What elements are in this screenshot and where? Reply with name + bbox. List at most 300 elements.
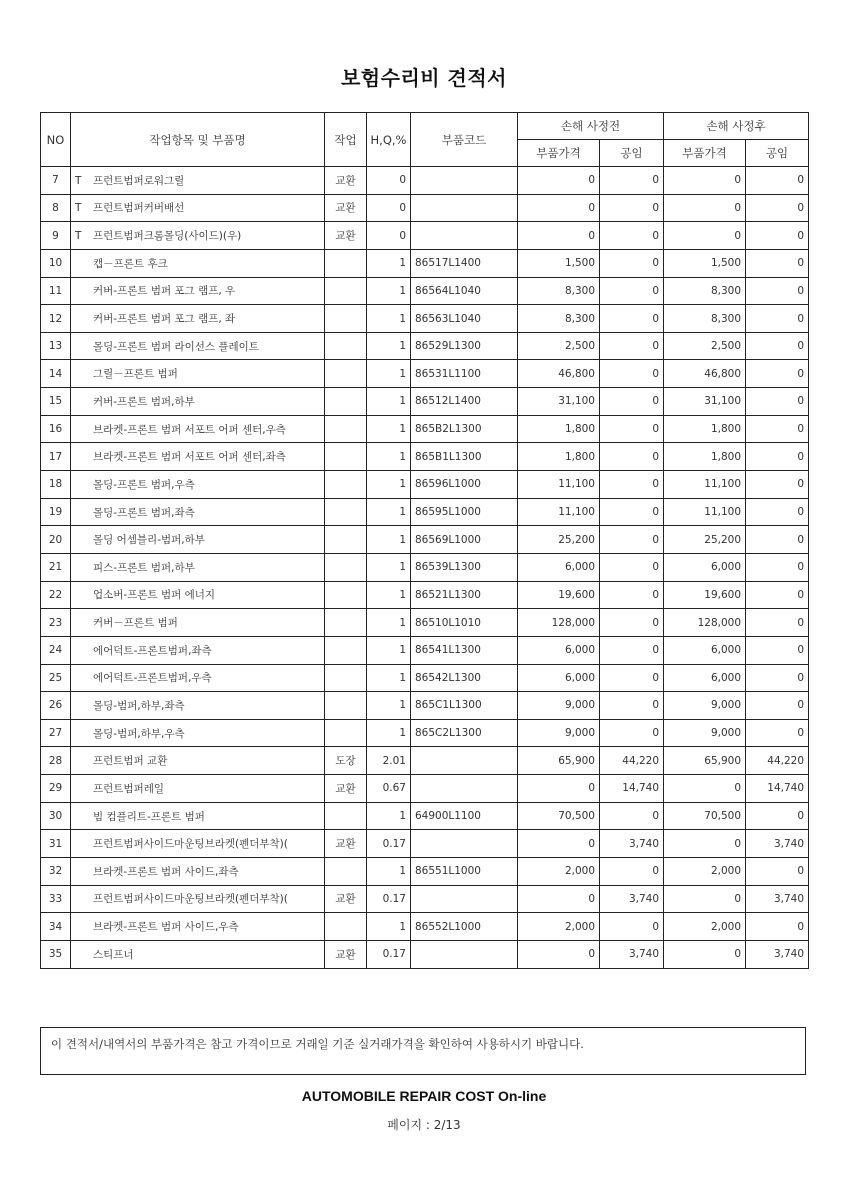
row-item-name xyxy=(71,747,325,775)
row-work xyxy=(325,553,367,581)
row-work xyxy=(325,692,367,720)
row-part-code: 86510L1010 xyxy=(411,609,518,637)
row-after-parts-price: 128,000 xyxy=(664,609,746,637)
table-row xyxy=(41,277,809,305)
row-after-labor: 3,740 xyxy=(746,940,809,968)
row-before-parts-price: 0 xyxy=(518,222,600,250)
row-before-parts-price: 0 xyxy=(518,830,600,858)
row-part-code: 86595L1000 xyxy=(411,498,518,526)
row-before-parts-price: 9,000 xyxy=(518,692,600,720)
row-no: 31 xyxy=(41,830,71,858)
row-before-labor: 0 xyxy=(600,415,664,443)
row-work xyxy=(325,802,367,830)
row-before-parts-price: 2,000 xyxy=(518,913,600,941)
header-no: NO xyxy=(41,113,71,167)
row-hq: 1 xyxy=(367,415,411,443)
row-part-code: 86539L1300 xyxy=(411,553,518,581)
row-after-labor: 0 xyxy=(746,222,809,250)
row-no: 29 xyxy=(41,775,71,803)
row-before-labor: 0 xyxy=(600,913,664,941)
row-before-labor: 0 xyxy=(600,581,664,609)
table-row xyxy=(41,636,809,664)
table-header xyxy=(41,113,809,167)
row-part-code: 64900L1100 xyxy=(411,802,518,830)
row-after-labor: 44,220 xyxy=(746,747,809,775)
row-item-name xyxy=(71,498,325,526)
table-row xyxy=(41,747,809,775)
row-after-parts-price: 0 xyxy=(664,940,746,968)
row-after-labor: 0 xyxy=(746,194,809,222)
row-after-labor: 3,740 xyxy=(746,830,809,858)
row-after-parts-price: 8,300 xyxy=(664,277,746,305)
row-hq: 1 xyxy=(367,332,411,360)
row-after-labor: 0 xyxy=(746,692,809,720)
row-name-text: 그릴－프론트 범퍼 xyxy=(93,368,178,381)
row-name-text: 빔 컴플리트-프론트 범퍼 xyxy=(93,810,205,823)
row-before-parts-price: 19,600 xyxy=(518,581,600,609)
row-work xyxy=(325,913,367,941)
row-before-labor: 0 xyxy=(600,443,664,471)
row-item-name xyxy=(71,664,325,692)
row-before-parts-price: 6,000 xyxy=(518,636,600,664)
footer-brand: AUTOMOBILE REPAIR COST On-line xyxy=(301,1088,547,1104)
row-name-text: 캡－프론트 후크 xyxy=(93,257,168,270)
row-hq: 1 xyxy=(367,471,411,499)
row-item-name xyxy=(71,636,325,664)
row-work xyxy=(325,664,367,692)
row-no: 28 xyxy=(41,747,71,775)
row-before-parts-price: 25,200 xyxy=(518,526,600,554)
table-row xyxy=(41,664,809,692)
row-after-parts-price: 0 xyxy=(664,167,746,195)
row-before-labor: 0 xyxy=(600,360,664,388)
row-part-code: 86542L1300 xyxy=(411,664,518,692)
row-hq: 0.17 xyxy=(367,830,411,858)
row-no: 18 xyxy=(41,471,71,499)
table-row xyxy=(41,360,809,388)
row-work xyxy=(325,305,367,333)
header-item-name: 작업항목 및 부품명 xyxy=(71,113,325,167)
row-after-labor: 0 xyxy=(746,305,809,333)
row-item-name xyxy=(71,222,325,250)
row-after-labor: 0 xyxy=(746,415,809,443)
row-no: 13 xyxy=(41,332,71,360)
row-name-text: 몰딩-범퍼,하부,우측 xyxy=(93,727,185,740)
row-no: 10 xyxy=(41,249,71,277)
row-after-parts-price: 46,800 xyxy=(664,360,746,388)
row-name-text: 프런트범퍼 교환 xyxy=(93,755,168,768)
table-row xyxy=(41,775,809,803)
row-part-code: 86569L1000 xyxy=(411,526,518,554)
row-part-code: 865B1L1300 xyxy=(411,443,518,471)
row-hq: 1 xyxy=(367,360,411,388)
row-part-code: 86529L1300 xyxy=(411,332,518,360)
table-row xyxy=(41,692,809,720)
row-before-parts-price: 0 xyxy=(518,775,600,803)
row-after-parts-price: 11,100 xyxy=(664,471,746,499)
row-before-labor: 0 xyxy=(600,388,664,416)
row-hq: 1 xyxy=(367,692,411,720)
row-name-text: 프런트범퍼레일 xyxy=(93,782,165,795)
row-hq: 0 xyxy=(367,167,411,195)
row-name-text: 커버-프론트 범퍼 포그 램프, 우 xyxy=(93,285,236,298)
table-row xyxy=(41,305,809,333)
row-no: 32 xyxy=(41,858,71,886)
estimate-table xyxy=(40,112,809,969)
row-after-parts-price: 0 xyxy=(664,194,746,222)
row-part-code: 86531L1100 xyxy=(411,360,518,388)
row-before-labor: 44,220 xyxy=(600,747,664,775)
row-before-parts-price: 2,500 xyxy=(518,332,600,360)
row-after-parts-price: 65,900 xyxy=(664,747,746,775)
row-part-code: 86552L1000 xyxy=(411,913,518,941)
row-after-labor: 0 xyxy=(746,664,809,692)
row-no: 23 xyxy=(41,609,71,637)
row-name-text: 프런트범퍼커버배선 xyxy=(93,202,185,215)
row-hq: 1 xyxy=(367,581,411,609)
row-part-code xyxy=(411,747,518,775)
row-name-text: 스티프너 xyxy=(93,948,134,961)
row-hq: 0 xyxy=(367,222,411,250)
row-before-parts-price: 8,300 xyxy=(518,277,600,305)
row-name-text: 피스-프론트 범퍼,하부 xyxy=(93,561,195,574)
row-part-code xyxy=(411,222,518,250)
row-after-parts-price: 1,800 xyxy=(664,415,746,443)
header-work: 작업 xyxy=(325,113,367,167)
row-after-parts-price: 11,100 xyxy=(664,498,746,526)
row-hq: 1 xyxy=(367,498,411,526)
header-before-assessment: 손해 사정전 xyxy=(518,113,664,140)
row-hq: 1 xyxy=(367,249,411,277)
row-item-name xyxy=(71,194,325,222)
row-work: 교환 xyxy=(325,940,367,968)
row-part-code: 865C2L1300 xyxy=(411,719,518,747)
row-work xyxy=(325,471,367,499)
row-before-labor: 0 xyxy=(600,692,664,720)
row-before-labor: 0 xyxy=(600,498,664,526)
row-after-labor: 0 xyxy=(746,471,809,499)
row-item-name xyxy=(71,553,325,581)
row-work: 교환 xyxy=(325,167,367,195)
row-hq: 0.17 xyxy=(367,885,411,913)
row-before-parts-price: 2,000 xyxy=(518,858,600,886)
row-no: 22 xyxy=(41,581,71,609)
row-after-parts-price: 70,500 xyxy=(664,802,746,830)
row-name-text: 커버－프론트 범퍼 xyxy=(93,617,178,630)
row-after-labor: 0 xyxy=(746,609,809,637)
row-before-labor: 0 xyxy=(600,277,664,305)
row-item-name xyxy=(71,167,325,195)
row-part-code: 86551L1000 xyxy=(411,858,518,886)
table-row xyxy=(41,167,809,195)
row-after-parts-price: 19,600 xyxy=(664,581,746,609)
row-item-name xyxy=(71,830,325,858)
row-after-parts-price: 0 xyxy=(664,775,746,803)
row-name-text: 브라켓-프론트 범퍼 서포트 어퍼 센터,좌측 xyxy=(93,451,286,464)
row-no: 16 xyxy=(41,415,71,443)
row-before-labor: 0 xyxy=(600,636,664,664)
row-name-text: 에어덕트-프론트범퍼,우측 xyxy=(93,672,212,685)
row-after-labor: 0 xyxy=(746,443,809,471)
row-before-labor: 0 xyxy=(600,526,664,554)
header-before-parts-price: 부품가격 xyxy=(518,140,600,167)
row-after-parts-price: 1,800 xyxy=(664,443,746,471)
row-hq: 0.17 xyxy=(367,940,411,968)
table-row xyxy=(41,498,809,526)
row-hq: 1 xyxy=(367,858,411,886)
table-row xyxy=(41,526,809,554)
row-after-parts-price: 2,500 xyxy=(664,332,746,360)
row-part-code: 86564L1040 xyxy=(411,277,518,305)
row-name-text: 프런트범퍼사이드마운팅브라켓(펜더부착)( xyxy=(93,893,288,906)
row-no: 34 xyxy=(41,913,71,941)
row-before-labor: 0 xyxy=(600,858,664,886)
row-before-parts-price: 1,800 xyxy=(518,415,600,443)
row-item-name xyxy=(71,415,325,443)
row-item-name xyxy=(71,360,325,388)
row-after-parts-price: 31,100 xyxy=(664,388,746,416)
table-row xyxy=(41,249,809,277)
table-row xyxy=(41,194,809,222)
row-part-code: 865C1L1300 xyxy=(411,692,518,720)
row-no: 30 xyxy=(41,802,71,830)
row-hq: 1 xyxy=(367,913,411,941)
row-no: 33 xyxy=(41,885,71,913)
row-before-labor: 0 xyxy=(600,222,664,250)
row-name-text: 프런트범퍼사이드마운팅브라켓(펜더부착)( xyxy=(93,838,288,851)
header-part-code: 부품코드 xyxy=(411,113,518,167)
row-work: 도장 xyxy=(325,747,367,775)
row-before-parts-price: 0 xyxy=(518,940,600,968)
table-row xyxy=(41,553,809,581)
row-name-text: 몰딩-프론트 범퍼,좌측 xyxy=(93,506,195,519)
row-before-parts-price: 1,800 xyxy=(518,443,600,471)
header-after-assessment: 손해 사정후 xyxy=(664,113,809,140)
row-hq: 0.67 xyxy=(367,775,411,803)
row-work: 교환 xyxy=(325,775,367,803)
table-row xyxy=(41,222,809,250)
row-work xyxy=(325,443,367,471)
row-part-code xyxy=(411,775,518,803)
row-after-labor: 0 xyxy=(746,332,809,360)
row-item-name xyxy=(71,332,325,360)
row-after-labor: 0 xyxy=(746,581,809,609)
row-name-text: 브라켓-프론트 범퍼 서포트 어퍼 센터,우측 xyxy=(93,423,286,436)
header-hq: H,Q,% xyxy=(367,113,411,167)
row-after-labor: 0 xyxy=(746,498,809,526)
row-before-parts-price: 0 xyxy=(518,885,600,913)
row-no: 21 xyxy=(41,553,71,581)
row-before-labor: 0 xyxy=(600,471,664,499)
row-before-parts-price: 9,000 xyxy=(518,719,600,747)
table-row xyxy=(41,858,809,886)
row-before-parts-price: 8,300 xyxy=(518,305,600,333)
row-no: 9 xyxy=(41,222,71,250)
row-part-code xyxy=(411,940,518,968)
row-item-name xyxy=(71,581,325,609)
row-no: 35 xyxy=(41,940,71,968)
row-after-labor: 0 xyxy=(746,913,809,941)
row-before-parts-price: 65,900 xyxy=(518,747,600,775)
row-work xyxy=(325,388,367,416)
row-item-name xyxy=(71,802,325,830)
row-before-labor: 0 xyxy=(600,249,664,277)
table-row xyxy=(41,332,809,360)
row-no: 12 xyxy=(41,305,71,333)
row-work: 교환 xyxy=(325,885,367,913)
row-no: 27 xyxy=(41,719,71,747)
row-part-code xyxy=(411,885,518,913)
table-body xyxy=(41,167,809,969)
row-work xyxy=(325,498,367,526)
row-after-labor: 0 xyxy=(746,553,809,581)
notice-box xyxy=(40,1027,806,1075)
header-after-labor: 공임 xyxy=(746,140,809,167)
row-after-parts-price: 0 xyxy=(664,222,746,250)
row-after-parts-price: 6,000 xyxy=(664,636,746,664)
row-before-labor: 0 xyxy=(600,553,664,581)
row-name-text: 에어덕트-프론트범퍼,좌측 xyxy=(93,644,212,657)
row-item-name xyxy=(71,305,325,333)
table-row xyxy=(41,913,809,941)
row-before-parts-price: 128,000 xyxy=(518,609,600,637)
row-hq: 1 xyxy=(367,609,411,637)
row-before-labor: 0 xyxy=(600,332,664,360)
row-part-code xyxy=(411,830,518,858)
row-no: 20 xyxy=(41,526,71,554)
row-after-labor: 0 xyxy=(746,249,809,277)
row-after-labor: 0 xyxy=(746,277,809,305)
row-before-parts-price: 46,800 xyxy=(518,360,600,388)
row-item-name xyxy=(71,719,325,747)
row-no: 24 xyxy=(41,636,71,664)
row-part-code xyxy=(411,167,518,195)
table-row xyxy=(41,830,809,858)
row-after-parts-price: 0 xyxy=(664,830,746,858)
row-no: 26 xyxy=(41,692,71,720)
row-before-parts-price: 11,100 xyxy=(518,471,600,499)
row-work xyxy=(325,858,367,886)
row-before-parts-price: 6,000 xyxy=(518,664,600,692)
row-before-parts-price: 0 xyxy=(518,194,600,222)
table-row xyxy=(41,388,809,416)
row-after-labor: 14,740 xyxy=(746,775,809,803)
row-name-text: 프런트범퍼로워그릴 xyxy=(93,174,185,187)
row-part-code xyxy=(411,194,518,222)
row-hq: 1 xyxy=(367,664,411,692)
row-part-code: 86563L1040 xyxy=(411,305,518,333)
row-no: 17 xyxy=(41,443,71,471)
row-hq: 1 xyxy=(367,636,411,664)
row-item-name xyxy=(71,277,325,305)
row-part-code: 86521L1300 xyxy=(411,581,518,609)
row-no: 7 xyxy=(41,167,71,195)
row-item-name xyxy=(71,692,325,720)
row-item-name xyxy=(71,885,325,913)
row-name-text: 커버-프론트 범퍼,하부 xyxy=(93,395,195,408)
row-work: 교환 xyxy=(325,222,367,250)
row-after-labor: 0 xyxy=(746,802,809,830)
row-before-parts-price: 0 xyxy=(518,167,600,195)
document-title: 보험수리비 견적서 xyxy=(340,66,508,90)
row-item-name xyxy=(71,913,325,941)
row-part-code: 86596L1000 xyxy=(411,471,518,499)
row-work xyxy=(325,526,367,554)
row-hq: 0 xyxy=(367,194,411,222)
row-item-name xyxy=(71,526,325,554)
row-name-text: 업소버-프론트 범퍼 에너지 xyxy=(93,589,216,602)
row-part-code: 86517L1400 xyxy=(411,249,518,277)
row-after-parts-price: 2,000 xyxy=(664,858,746,886)
row-no: 14 xyxy=(41,360,71,388)
row-after-parts-price: 9,000 xyxy=(664,719,746,747)
row-name-text: 몰딩 어셈블리-범퍼,하부 xyxy=(93,534,205,547)
row-after-labor: 0 xyxy=(746,167,809,195)
row-hq: 1 xyxy=(367,802,411,830)
row-after-parts-price: 9,000 xyxy=(664,692,746,720)
row-work: 교환 xyxy=(325,194,367,222)
row-work xyxy=(325,581,367,609)
table-row xyxy=(41,415,809,443)
row-hq: 1 xyxy=(367,277,411,305)
row-hq: 1 xyxy=(367,443,411,471)
row-before-labor: 0 xyxy=(600,609,664,637)
row-work: 교환 xyxy=(325,830,367,858)
row-hq: 1 xyxy=(367,553,411,581)
row-before-parts-price: 11,100 xyxy=(518,498,600,526)
row-item-name xyxy=(71,609,325,637)
row-after-labor: 3,740 xyxy=(746,885,809,913)
row-work xyxy=(325,360,367,388)
table-row xyxy=(41,471,809,499)
row-flag: T xyxy=(75,230,82,243)
row-before-labor: 14,740 xyxy=(600,775,664,803)
row-item-name xyxy=(71,388,325,416)
row-before-labor: 0 xyxy=(600,719,664,747)
row-after-parts-price: 6,000 xyxy=(664,553,746,581)
row-work xyxy=(325,636,367,664)
row-no: 11 xyxy=(41,277,71,305)
row-after-parts-price: 25,200 xyxy=(664,526,746,554)
row-after-parts-price: 8,300 xyxy=(664,305,746,333)
table-row xyxy=(41,802,809,830)
row-hq: 1 xyxy=(367,719,411,747)
row-part-code: 865B2L1300 xyxy=(411,415,518,443)
row-after-parts-price: 2,000 xyxy=(664,913,746,941)
notice-text: 이 견적서/내역서의 부품가격은 참고 가격이므로 거래일 기준 실거래가격을 확인하여 사용하시기 바랍니다. xyxy=(51,1037,584,1051)
row-flag: T xyxy=(75,174,82,187)
row-name-text: 몰딩-프론트 범퍼,우측 xyxy=(93,478,195,491)
row-item-name xyxy=(71,471,325,499)
row-work xyxy=(325,332,367,360)
row-name-text: 브라켓-프론트 범퍼 사이드,우측 xyxy=(93,921,239,934)
row-work xyxy=(325,609,367,637)
row-before-parts-price: 70,500 xyxy=(518,802,600,830)
row-work xyxy=(325,719,367,747)
row-after-labor: 0 xyxy=(746,636,809,664)
page-number: 페이지 : 2/13 xyxy=(387,1118,461,1132)
row-part-code: 86512L1400 xyxy=(411,388,518,416)
row-before-labor: 0 xyxy=(600,802,664,830)
row-no: 25 xyxy=(41,664,71,692)
row-after-parts-price: 0 xyxy=(664,885,746,913)
row-item-name xyxy=(71,775,325,803)
row-hq: 1 xyxy=(367,388,411,416)
row-before-labor: 0 xyxy=(600,305,664,333)
row-work xyxy=(325,415,367,443)
row-flag: T xyxy=(75,202,82,215)
row-work xyxy=(325,277,367,305)
